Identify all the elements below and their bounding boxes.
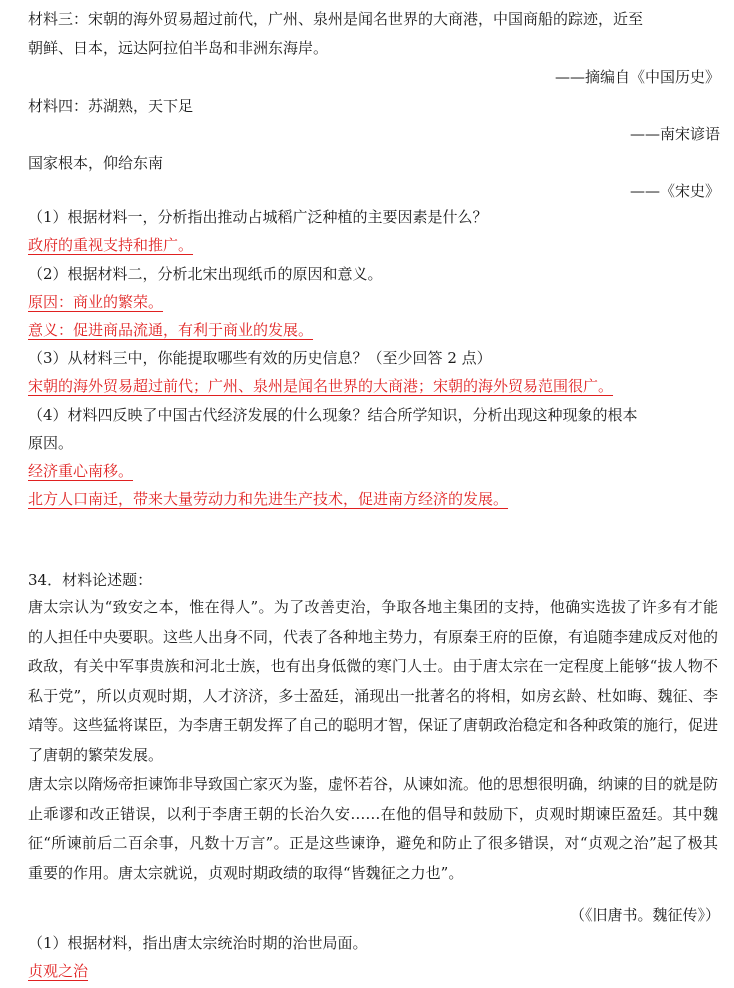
material4-line2: 国家根本，仰给东南 [28,154,164,172]
material3-source: ——摘编自《中国历史》 [554,68,720,86]
q34-question-1: （1）根据材料，指出唐太宗统治时期的治世局面。 [28,934,368,952]
q34-paragraph-2: 唐太宗以隋炀帝拒谏饰非导致国亡家灭为鉴，虚怀若谷，从谏如流。他的思想很明确，纳谏的目的就是防止乖谬和改正错误，以利于李唐王朝的长治久安……在他的倡导和鼓励下，贞观时期谏臣盈廷。其中魏征“所谏前后二百余事，凡数十万言”。正是这些谏诤，避免和防止了很多错误，对“贞观之治”起了极其重要的作用。唐太宗就说，贞观时期政绩的取得“皆魏征之力也”。 [28,775,719,882]
question-2: （2）根据材料二，分析北宋出现纸币的原因和意义。 [28,265,383,283]
q34-answer-1: 贞观之治 [28,962,89,980]
q34-heading: 34．材料论述题： [28,571,153,589]
answer-4-phenomenon: 经济重心南移。 [28,462,134,480]
question-4-line1: （4）材料四反映了中国古代经济发展的什么现象？结合所学知识，分析出现这种现象的根本 [28,406,638,424]
question-3: （3）从材料三中，你能提取哪些有效的历史信息？（至少回答 2 点） [28,349,492,367]
answer-3: 宋朝的海外贸易超过前代；广州、泉州是闻名世界的大商港；宋朝的海外贸易范围很广。 [28,377,614,395]
q34-source: （《旧唐书。魏征传》） [569,906,720,924]
answer-2-meaning: 意义：促进商品流通，有利于商业的发展。 [28,321,314,339]
q34-paragraph-1: 唐太宗认为“致安之本，惟在得人”。为了改善吏治，争取各地主集团的支持，他确实选拔了许多有才能的人担任中央要职。这些人出身不同，代表了各种地主势力，有原秦王府的臣僚，有追随李建成反对他的政敌，有关中军事贵族和河北士族，也有出身低微的寒门人士。由于唐太宗在一定程度上能够“拔人物不私于党”，所以贞观时期，人才济济，多士盈廷，涌现出一批著名的将相，如房玄龄、杜如晦、魏征、李靖等。这些猛将谋臣，为李唐王朝发挥了自己的聪明才智，保证了唐朝政治稳定和各种政策的施行，促进了唐朝的繁荣发展。 [28,598,719,764]
material4-source2: ——《宋史》 [629,182,720,200]
answer-1: 政府的重视支持和推广。 [28,236,194,254]
answer-4-reason: 北方人口南迁，带来大量劳动力和先进生产技术，促进南方经济的发展。 [28,490,509,508]
material3-line2: 朝鲜、日本，远达阿拉伯半岛和非洲东海岸。 [28,39,329,57]
answer-2-reason: 原因：商业的繁荣。 [28,293,164,311]
material4-line1: 材料四：苏湖熟，天下足 [28,97,194,115]
question-4-line2: 原因。 [28,434,74,452]
material4-source1: ——南宋谚语 [629,125,720,143]
material3-line1: 材料三：宋朝的海外贸易超过前代，广州、泉州是闻名世界的大商港，中国商船的踪迹，近至 [28,10,644,28]
question-1: （1）根据材料一，分析指出推动占城稻广泛种植的主要因素是什么？ [28,208,488,226]
